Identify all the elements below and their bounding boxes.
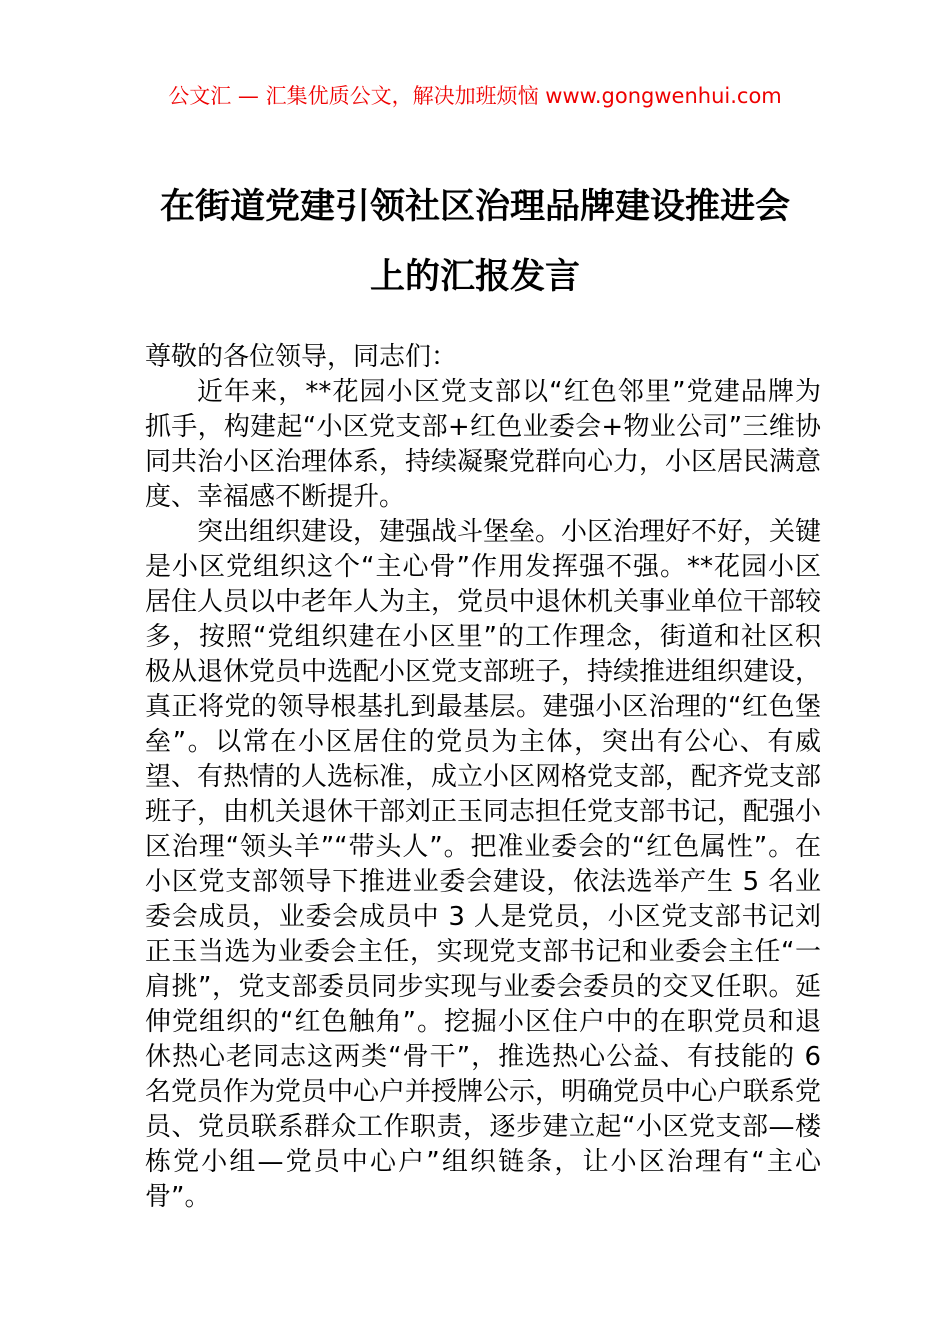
- salutation: 尊敬的各位领导，同志们：: [145, 342, 458, 372]
- paragraph-intro: 近年来，**花园小区党支部以“红色邻里”党建品牌为抓手，构建起“小区党支部+红色业委会+物业公司”三维协同共治小区治理体系，持续凝聚党群向心力，小区居民满意度、幸福感不断提升。: [145, 377, 822, 512]
- title-line-1: 在街道党建引领社区治理品牌建设推进会: [159, 187, 790, 227]
- paragraph-organization: 突出组织建设，建强战斗堡垒。小区治理好不好，关键是小区党组织这个“主心骨”作用发挥强不强。**花园小区居住人员以中老年人为主，党员中退休机关事业单位干部较多，按照“党组织建在小区里”的工作理念，街道和社区积极从退休党员中选配小区党支部班子，持续推进组织建设，真正将党的领导根基扎到最基层。建强小区治理的“红色堡垒”。以常在小区居住的党员为主体，突出有公心、有威望、有热情的人选标准，成立小区网格党支部，配齐党支部班子，由机关退休干部刘正玉同志担任党支部书记，配强小区治理“领头羊”“带头人”。把准业委会的“红色属性”。在小区党支部领导下推进业委会建设，依法选举产生 5 名业委会成员，业委会成员中 3 人是党员，小区党支部书记刘正玉当选为业委会主任，实现党支部书记和业委会主任“一肩挑”，党支部委员同步实现与业委会委员的交叉任职。延伸党组织的“红色触角”。挖掘小区住户中的在职党员和退休热心老同志这两类“骨干”，推选热心公益、有技能的 6 名党员作为党员中心户并授牌公示，明确党员中心户联系党员、党员联系群众工作职责，逐步建立起“小区党支部—楼栋党小组—党员中心户”组织链条，让小区治理有“主心骨”。: [145, 517, 822, 1212]
- document-body: [145, 340, 821, 1215]
- title-line-2: 上的汇报发言: [369, 257, 580, 297]
- document-title: [0, 172, 950, 312]
- watermark-banner: 公文汇 — 汇集优质公文，解决加班烦恼 www.gongwenhui.com: [168, 84, 782, 108]
